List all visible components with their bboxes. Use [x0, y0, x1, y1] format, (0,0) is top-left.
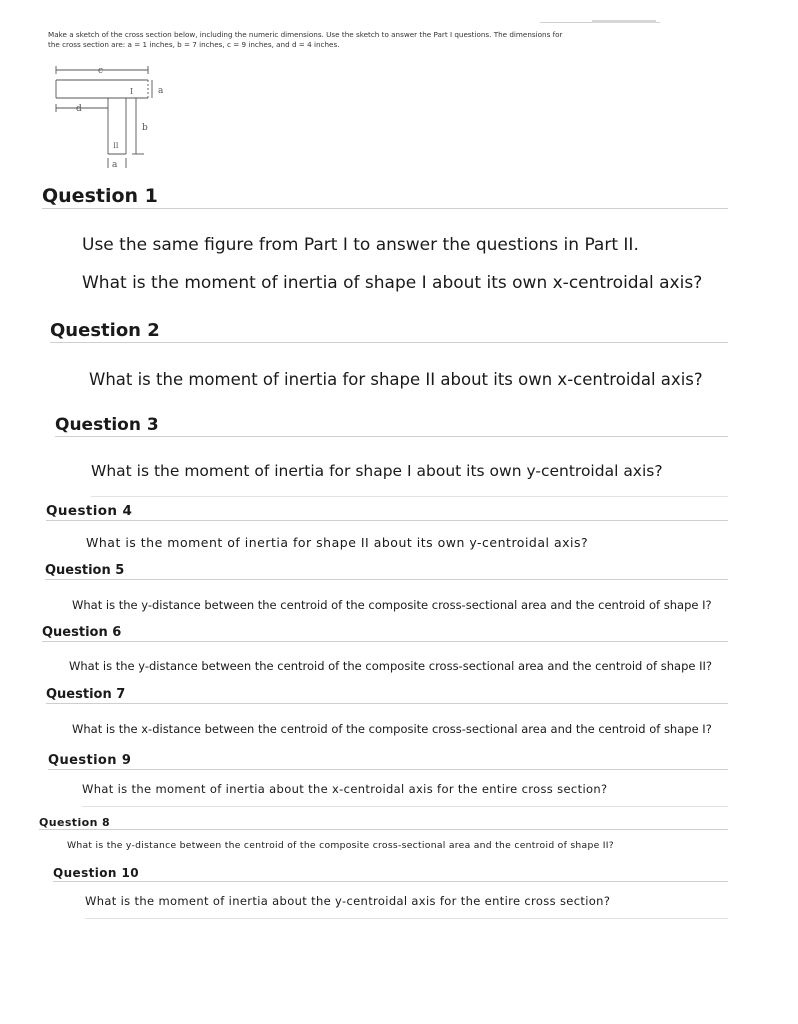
question-5-title: Question 5: [45, 563, 125, 578]
question-6-text-1: What is the y-distance between the centroid of the composite cross-sectional area and the centroid of shape II?: [69, 659, 712, 673]
question-4-rule: [46, 520, 728, 521]
question-6-title: Question 6: [42, 625, 122, 640]
question-8-text-1: What is the y-distance between the centroid of the composite cross-sectional area and the centroid of shape II?: [67, 840, 614, 851]
question-6-rule: [42, 641, 728, 642]
shape-1-flange: [56, 80, 148, 98]
question-7-rule: [46, 703, 728, 704]
dimension-b: [132, 98, 148, 154]
question-2-title: Question 2: [50, 320, 160, 341]
label-a-top: a: [158, 86, 164, 96]
question-3-text-1: What is the moment of inertia for shape I about its own y-centroidal axis?: [91, 462, 663, 480]
question-7-text-1: What is the x-distance between the centroid of the composite cross-sectional area and the centroid of shape I?: [72, 722, 712, 736]
question-8-title: Question 8: [39, 816, 111, 829]
question-1-text-1: Use the same figure from Part I to answer the questions in Part II.: [82, 235, 639, 255]
shape-2-web: [108, 98, 126, 154]
question-3-answer-rule: [91, 496, 728, 497]
question-10-title: Question 10: [53, 866, 139, 880]
question-1-rule: [42, 208, 728, 209]
question-4-title: Question 4: [46, 503, 133, 519]
intro-line-1: Make a sketch of the cross section below, including the numeric dimensions. Use the sketch to answer the Part I questions. The dimensions for: [48, 30, 563, 39]
question-9-text-1: What is the moment of inertia about the x-centroidal axis for the entire cross section?: [82, 782, 608, 796]
question-7-title: Question 7: [46, 687, 126, 702]
label-shape-2: II: [113, 142, 119, 150]
question-2-rule: [50, 342, 728, 343]
question-2-text-1: What is the moment of inertia for shape II about its own x-centroidal axis?: [89, 370, 703, 389]
question-9-title: Question 9: [48, 753, 132, 768]
label-d: d: [76, 104, 82, 114]
question-5-rule: [45, 579, 728, 580]
label-shape-1: I: [130, 87, 134, 96]
label-b: b: [142, 123, 148, 133]
question-10-answer-rule: [85, 918, 728, 919]
dimension-c: [56, 66, 148, 76]
question-8-rule: [39, 829, 728, 830]
question-1-text-2: What is the moment of inertia of shape I about its own x-centroidal axis?: [82, 273, 703, 293]
label-a-bottom: a: [112, 160, 118, 170]
question-10-text-1: What is the moment of inertia about the y-centroidal axis for the entire cross section?: [85, 894, 611, 908]
question-1-title: Question 1: [42, 185, 158, 207]
intro-line-2: the cross section are: a = 1 inches, b = 7 inches, c = 9 inches, and d = 4 inches.: [48, 39, 340, 49]
question-3-title: Question 3: [55, 415, 159, 435]
cross-section-sketch: [52, 58, 192, 180]
question-4-text-1: What is the moment of inertia for shape II about its own y-centroidal axis?: [86, 535, 589, 550]
question-9-answer-rule: [82, 806, 728, 807]
question-10-rule: [53, 881, 728, 882]
dimension-a-top: [152, 80, 164, 98]
question-5-text-1: What is the y-distance between the centroid of the composite cross-sectional area and the centroid of shape I?: [72, 598, 712, 612]
question-9-rule: [48, 769, 728, 770]
question-3-rule: [55, 436, 728, 437]
label-c: c: [98, 66, 104, 76]
dimension-a-bottom: [108, 158, 126, 170]
intro-text: [48, 30, 648, 49]
header-line-right: [592, 20, 656, 23]
dimension-d: [56, 104, 108, 114]
